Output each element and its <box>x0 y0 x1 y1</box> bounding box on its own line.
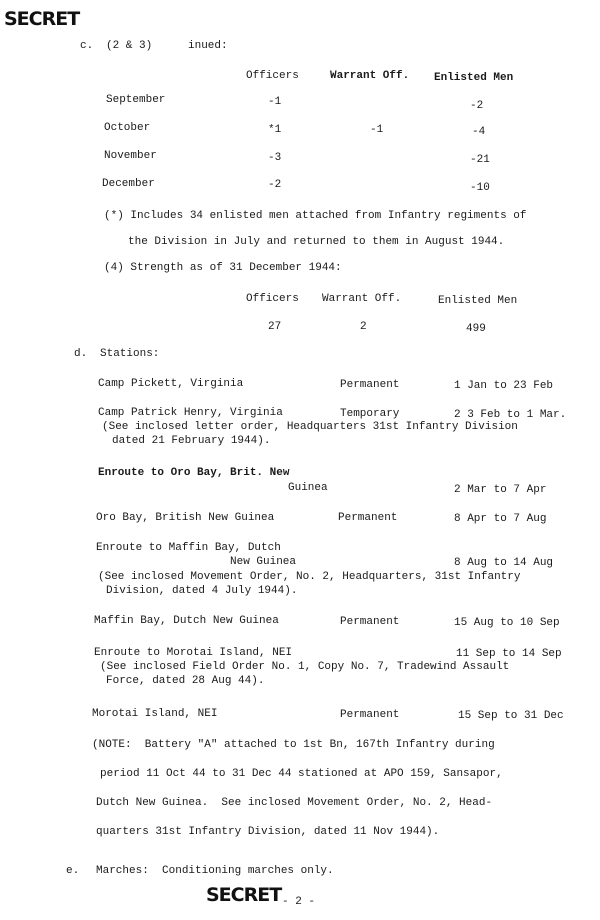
section-c-heading: (2 & 3) <box>106 40 153 52</box>
row-warrant: -1 <box>370 124 384 136</box>
row-month: November <box>104 150 157 162</box>
col-enlisted: Enlisted Men <box>434 72 514 84</box>
station-name-cont: Guinea <box>288 482 328 494</box>
row-officers: -2 <box>268 179 282 191</box>
station-dates: 2 Mar to 7 Apr <box>454 484 547 496</box>
station-status: Permanent <box>340 379 400 391</box>
page-number: - 2 - <box>282 896 316 908</box>
section-c-heading-cont: inued: <box>188 40 228 52</box>
station-dates: 1 Jan to 23 Feb <box>454 380 554 392</box>
station-note: Division, dated 4 July 1944). <box>106 585 298 597</box>
row-enlisted: -4 <box>472 126 486 138</box>
station-name: Camp Pickett, Virginia <box>98 378 244 390</box>
row-month: September <box>106 94 166 106</box>
strength-col-warrant: Warrant Off. <box>322 293 402 305</box>
station-status: Permanent <box>338 512 398 524</box>
section-c-label: c. <box>80 40 94 52</box>
row-enlisted: -10 <box>470 182 490 194</box>
section-d-heading: Stations: <box>100 348 160 360</box>
station-dates: 8 Apr to 7 Aug <box>454 513 547 525</box>
section-d-label: d. <box>74 348 88 360</box>
section-e-text: Marches: Conditioning marches only. <box>96 865 334 877</box>
strength-heading: (4) Strength as of 31 December 1944: <box>104 262 342 274</box>
footnote-line-1: (*) Includes 34 enlisted men attached from Infantry regiments of <box>104 210 527 222</box>
note-line: Dutch New Guinea. See inclosed Movement Order, No. 2, Head- <box>96 797 493 809</box>
station-note: (See inclosed Movement Order, No. 2, Headquarters, 31st Infantry <box>98 571 521 583</box>
row-month: December <box>102 178 155 190</box>
station-dates: 8 Aug to 14 Aug <box>454 557 554 569</box>
station-dates: 2 3 Feb to 1 Mar. <box>454 409 567 421</box>
station-name-cont: New Guinea <box>230 556 297 568</box>
note-line: (NOTE: Battery "A" attached to 1st Bn, 167th Infantry during <box>92 739 495 751</box>
station-name: Enroute to Maffin Bay, Dutch <box>96 542 281 554</box>
strength-warrant: 2 <box>360 321 367 333</box>
station-dates: 15 Sep to 31 Dec <box>458 710 564 722</box>
station-note: dated 21 February 1944). <box>112 435 271 447</box>
footnote-line-2: the Division in July and returned to them in August 1944. <box>128 236 505 248</box>
col-warrant: Warrant Off. <box>330 70 410 82</box>
note-line: period 11 Oct 44 to 31 Dec 44 stationed at APO 159, Sansapor, <box>100 768 503 780</box>
row-enlisted: -2 <box>470 100 484 112</box>
row-officers: -1 <box>268 96 282 108</box>
station-status: Permanent <box>340 709 400 721</box>
station-name: Oro Bay, British New Guinea <box>96 512 275 524</box>
station-dates: 11 Sep to 14 Sep <box>456 648 562 660</box>
row-officers: -3 <box>268 152 282 164</box>
strength-enlisted: 499 <box>466 323 486 335</box>
row-month: October <box>104 122 151 134</box>
station-status: Permanent <box>340 616 400 628</box>
station-name: Morotai Island, NEI <box>92 708 218 720</box>
station-status: Temporary <box>340 408 400 420</box>
section-e-label: e. <box>66 865 80 877</box>
station-name: Enroute to Morotai Island, NEI <box>94 647 293 659</box>
station-note: Force, dated 28 Aug 44). <box>106 675 265 687</box>
col-officers: Officers <box>246 70 299 82</box>
secret-stamp-bottom: SECRET <box>206 884 282 906</box>
station-name: Enroute to Oro Bay, Brit. New <box>98 467 290 479</box>
station-dates: 15 Aug to 10 Sep <box>454 617 560 629</box>
note-line: quarters 31st Infantry Division, dated 11 Nov 1944). <box>96 826 440 838</box>
station-name: Maffin Bay, Dutch New Guinea <box>94 615 279 627</box>
station-name: Camp Patrick Henry, Virginia <box>98 407 283 419</box>
row-officers: *1 <box>268 124 282 136</box>
strength-col-officers: Officers <box>246 293 299 305</box>
strength-col-enlisted: Enlisted Men <box>438 295 518 307</box>
secret-stamp-top: SECRET <box>4 8 80 30</box>
station-note: (See inclosed letter order, Headquarters 31st Infantry Division <box>102 421 518 433</box>
strength-officers: 27 <box>268 321 282 333</box>
row-enlisted: -21 <box>470 154 490 166</box>
station-note: (See inclosed Field Order No. 1, Copy No. 7, Tradewind Assault <box>100 661 510 673</box>
